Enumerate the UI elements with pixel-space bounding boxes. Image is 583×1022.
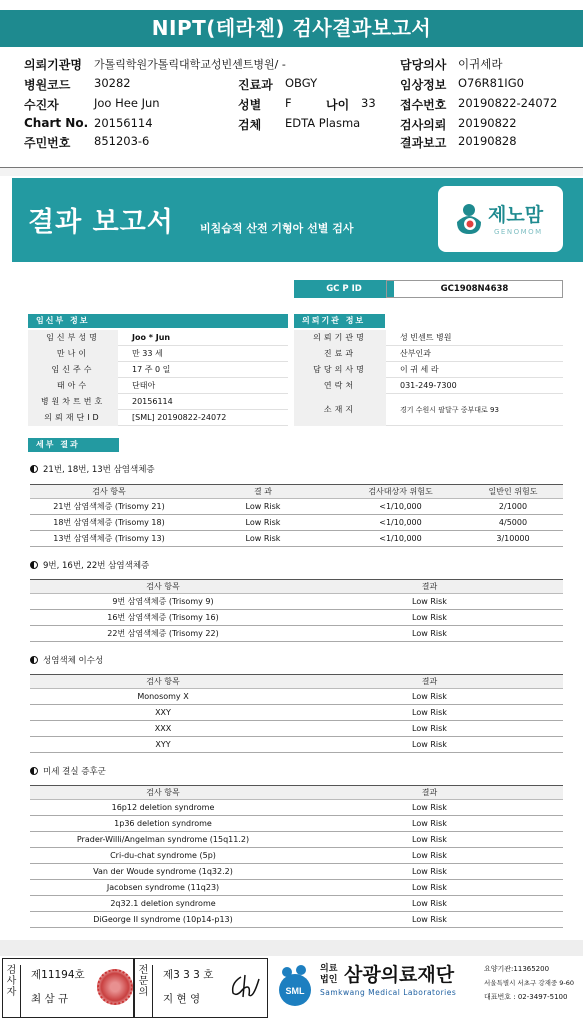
info-label: 만나이 bbox=[28, 346, 118, 362]
table-cell: Cri-du-chat syndrome (5p) bbox=[30, 848, 296, 864]
meta-value: EDTA Plasma bbox=[285, 116, 361, 130]
info-row bbox=[28, 394, 288, 410]
table-cell: Low Risk bbox=[188, 531, 338, 547]
table-cell: 2q32.1 deletion syndrome bbox=[30, 896, 296, 912]
specialist-box bbox=[134, 958, 268, 1018]
meta-label: 수진자 bbox=[24, 98, 59, 112]
org-en: Samkwang Medical Laboratories bbox=[320, 988, 457, 997]
group2-table bbox=[30, 579, 563, 642]
table-row bbox=[30, 896, 563, 912]
table-cell: Low Risk bbox=[296, 594, 563, 610]
org-name: 삼광의료재단 bbox=[344, 964, 455, 986]
table-cell: Low Risk bbox=[296, 705, 563, 721]
meta-label: 진료과 bbox=[238, 78, 273, 92]
column-header: 결 과 bbox=[188, 485, 338, 499]
tester-no: 제11194호 bbox=[31, 969, 85, 981]
banner-subtitle: 비침습적 산전 기형아 선별 검사 bbox=[200, 222, 354, 235]
info-row bbox=[28, 330, 288, 346]
table-row bbox=[30, 832, 563, 848]
table-cell: 4/5000 bbox=[463, 515, 563, 531]
table-cell: 21번 삼염색체증 (Trisomy 21) bbox=[30, 499, 188, 515]
table-row bbox=[30, 610, 563, 626]
table-row bbox=[30, 515, 563, 531]
signature-icon bbox=[227, 971, 263, 1001]
table-row bbox=[30, 531, 563, 547]
info-value: 성 빈센트 병원 bbox=[400, 333, 452, 342]
specialist-name: 지 현 영 bbox=[163, 993, 201, 1005]
table-cell: 16p12 deletion syndrome bbox=[30, 800, 296, 816]
footer bbox=[0, 956, 583, 1022]
table-row bbox=[30, 848, 563, 864]
info-value: 단태아 bbox=[132, 381, 156, 390]
table-cell: Low Risk bbox=[296, 816, 563, 832]
org-tel: 대표번호 : 02-3497-5100 bbox=[484, 993, 568, 1001]
table-row bbox=[30, 816, 563, 832]
info-label: 의뢰재단ID bbox=[28, 410, 118, 426]
genomom-mark-icon bbox=[451, 200, 487, 236]
table-cell: Low Risk bbox=[296, 848, 563, 864]
report-banner bbox=[12, 178, 583, 262]
meta-label: 주민번호 bbox=[24, 136, 71, 150]
half-circle-icon bbox=[30, 656, 38, 664]
table-cell: Jacobsen syndrome (11q23) bbox=[30, 880, 296, 896]
table-row bbox=[30, 912, 563, 928]
group1-title bbox=[30, 463, 155, 475]
info-row bbox=[28, 346, 288, 362]
table-row bbox=[30, 880, 563, 896]
institution-info bbox=[294, 330, 563, 426]
info-label: 진료과 bbox=[294, 346, 386, 362]
meta-value: 851203-6 bbox=[94, 134, 150, 148]
group4-title-text: 미세 결실 증후군 bbox=[43, 767, 106, 777]
info-value: 산부인과 bbox=[400, 349, 431, 358]
table-row bbox=[30, 721, 563, 737]
table-cell: <1/10,000 bbox=[338, 531, 463, 547]
table-row bbox=[30, 705, 563, 721]
info-row bbox=[294, 362, 563, 378]
table-row bbox=[30, 626, 563, 642]
meta-value: 20156114 bbox=[94, 116, 153, 130]
meta-label: Chart No. bbox=[24, 116, 89, 130]
meta-label: 담당의사 bbox=[400, 58, 447, 72]
group3-table bbox=[30, 674, 563, 753]
patient-info bbox=[28, 330, 288, 426]
group3-title-text: 성염색체 이수성 bbox=[43, 656, 104, 666]
column-header: 결과 bbox=[296, 675, 563, 689]
meta-value: F bbox=[285, 96, 292, 110]
info-value: Joo * Jun bbox=[132, 333, 171, 342]
meta-label: 접수번호 bbox=[400, 98, 447, 112]
meta-value: 33 bbox=[361, 96, 376, 110]
info-label: 병원차트번호 bbox=[28, 394, 118, 410]
group1-table bbox=[30, 484, 563, 547]
group1-title-text: 21번, 18번, 13번 삼염색체증 bbox=[43, 465, 155, 475]
meta-label: 결과보고 bbox=[400, 136, 447, 150]
column-header: 검사대상자 위험도 bbox=[338, 485, 463, 499]
meta-value: 20190828 bbox=[458, 134, 517, 148]
tester-box bbox=[2, 958, 134, 1018]
table-cell: <1/10,000 bbox=[338, 515, 463, 531]
column-header: 일반인 위험도 bbox=[463, 485, 563, 499]
info-row bbox=[28, 378, 288, 394]
info-value: 20156114 bbox=[132, 397, 173, 406]
banner-title: 결과 보고서 bbox=[28, 207, 174, 238]
info-row bbox=[294, 346, 563, 362]
info-row bbox=[294, 378, 563, 394]
group2-title-text: 9번, 16번, 22번 삼염색체증 bbox=[43, 561, 150, 571]
info-label: 태아수 bbox=[28, 378, 118, 394]
table-cell: Low Risk bbox=[296, 721, 563, 737]
table-cell: 3/10000 bbox=[463, 531, 563, 547]
group4-title bbox=[30, 765, 106, 777]
table-cell: Monosomy X bbox=[30, 689, 296, 705]
table-cell: 2/1000 bbox=[463, 499, 563, 515]
group2-title bbox=[30, 559, 149, 571]
column-header: 검사 항목 bbox=[30, 786, 296, 800]
table-cell: 9번 삼염색체증 (Trisomy 9) bbox=[30, 594, 296, 610]
info-value: 17 주 0 일 bbox=[132, 365, 171, 374]
info-value: 031-249-7300 bbox=[400, 381, 457, 390]
tester-name: 최 삼 규 bbox=[31, 993, 69, 1005]
table-cell: <1/10,000 bbox=[338, 499, 463, 515]
table-cell: Low Risk bbox=[296, 610, 563, 626]
table-cell: Low Risk bbox=[188, 515, 338, 531]
table-cell: Low Risk bbox=[296, 880, 563, 896]
sml-block bbox=[270, 958, 583, 1018]
table-row bbox=[30, 689, 563, 705]
logo-en: GENOMOM bbox=[494, 228, 543, 236]
meta-label: 임상정보 bbox=[400, 78, 447, 92]
table-cell: Low Risk bbox=[296, 800, 563, 816]
meta-block bbox=[0, 52, 583, 168]
meta-label: 성별 bbox=[238, 98, 262, 112]
table-cell: Van der Woude syndrome (1q32.2) bbox=[30, 864, 296, 880]
info-label: 담당의사명 bbox=[294, 362, 386, 378]
info-value: 만 33 세 bbox=[132, 349, 163, 358]
divider bbox=[0, 940, 583, 956]
table-row bbox=[30, 499, 563, 515]
table-cell: Prader-Willi/Angelman syndrome (15q11.2) bbox=[30, 832, 296, 848]
table-cell: Low Risk bbox=[296, 912, 563, 928]
column-header: 결과 bbox=[296, 786, 563, 800]
group3-title bbox=[30, 654, 103, 666]
info-row bbox=[294, 330, 563, 346]
half-circle-icon bbox=[30, 465, 38, 473]
meta-value: 20190822-24072 bbox=[458, 96, 558, 110]
gcp-value: GC1908N4638 bbox=[386, 280, 563, 298]
meta-value: 이귀세라 bbox=[458, 57, 503, 71]
info-value: 경기 수원시 팔달구 중부대로 93 bbox=[400, 406, 499, 414]
table-row bbox=[30, 594, 563, 610]
table-row bbox=[30, 737, 563, 753]
org-address: 서울특별시 서초구 강재중 9-60 bbox=[484, 979, 575, 987]
table-cell: XYY bbox=[30, 737, 296, 753]
seal-stamp bbox=[97, 969, 133, 1005]
specialist-no: 제3 3 3 호 bbox=[163, 969, 214, 981]
table-cell: Low Risk bbox=[296, 737, 563, 753]
table-cell: Low Risk bbox=[188, 499, 338, 515]
table-row bbox=[30, 864, 563, 880]
tester-label: 검사자 bbox=[3, 965, 21, 1017]
sml-logo-icon bbox=[272, 962, 318, 1008]
table-cell: Low Risk bbox=[296, 689, 563, 705]
info-label: 의뢰기관명 bbox=[294, 330, 386, 346]
gcp-label: GC P ID bbox=[294, 280, 394, 298]
meta-value: Joo Hee Jun bbox=[94, 96, 160, 110]
table-cell: Low Risk bbox=[296, 832, 563, 848]
group4-table bbox=[30, 785, 563, 928]
meta-value: 가톨릭학원가톨릭대학교성빈센트병원/ - bbox=[94, 58, 286, 71]
meta-value: 30282 bbox=[94, 76, 131, 90]
column-header: 검사 항목 bbox=[30, 485, 188, 499]
meta-label: 검사의뢰 bbox=[400, 118, 447, 132]
table-cell: Low Risk bbox=[296, 864, 563, 880]
svg-text:SML: SML bbox=[285, 986, 305, 996]
meta-value: OBGY bbox=[285, 76, 318, 90]
info-row bbox=[28, 410, 288, 426]
info-row bbox=[294, 394, 563, 426]
meta-label: 의뢰기관명 bbox=[24, 58, 82, 72]
divider bbox=[0, 168, 583, 176]
report-title: NIPT(테라젠) 검사결과보고서 bbox=[0, 10, 583, 47]
table-cell: 16번 삼염색체증 (Trisomy 16) bbox=[30, 610, 296, 626]
table-cell: 18번 삼염색체증 (Trisomy 18) bbox=[30, 515, 188, 531]
genomom-logo bbox=[438, 186, 563, 252]
org-code: 요양기관:11365200 bbox=[484, 965, 550, 973]
table-cell: Low Risk bbox=[296, 626, 563, 642]
table-cell: 13번 삼염색체증 (Trisomy 13) bbox=[30, 531, 188, 547]
specialist-label: 전문의 bbox=[135, 965, 153, 1017]
info-row bbox=[28, 362, 288, 378]
meta-value: O76R81IG0 bbox=[458, 76, 524, 90]
patient-section-header: 임신부 정보 bbox=[28, 314, 288, 328]
logo-name: 제노맘 bbox=[488, 204, 544, 226]
info-label: 임신부성명 bbox=[28, 330, 118, 346]
details-section-header: 세부 결과 bbox=[28, 438, 119, 452]
info-value: [SML] 20190822-24072 bbox=[132, 413, 227, 422]
info-value: 이 귀 세 라 bbox=[400, 365, 439, 374]
meta-label: 병원코드 bbox=[24, 78, 71, 92]
table-row bbox=[30, 800, 563, 816]
info-label: 임신주수 bbox=[28, 362, 118, 378]
column-header: 검사 항목 bbox=[30, 580, 296, 594]
column-header: 결과 bbox=[296, 580, 563, 594]
institution-section-header: 의뢰기관 정보 bbox=[294, 314, 385, 328]
meta-label: 나이 bbox=[326, 98, 350, 112]
table-cell: 1p36 deletion syndrome bbox=[30, 816, 296, 832]
half-circle-icon bbox=[30, 561, 38, 569]
info-label: 소재지 bbox=[294, 394, 386, 426]
table-cell: Low Risk bbox=[296, 896, 563, 912]
table-cell: DiGeorge II syndrome (10p14-p13) bbox=[30, 912, 296, 928]
table-cell: XXY bbox=[30, 705, 296, 721]
info-label: 연락처 bbox=[294, 378, 386, 394]
column-header: 검사 항목 bbox=[30, 675, 296, 689]
org-prefix: 의료법인 bbox=[320, 964, 338, 985]
meta-value: 20190822 bbox=[458, 116, 517, 130]
table-cell: XXX bbox=[30, 721, 296, 737]
meta-label: 검체 bbox=[238, 118, 262, 132]
table-cell: 22번 삼염색체증 (Trisomy 22) bbox=[30, 626, 296, 642]
half-circle-icon bbox=[30, 767, 38, 775]
